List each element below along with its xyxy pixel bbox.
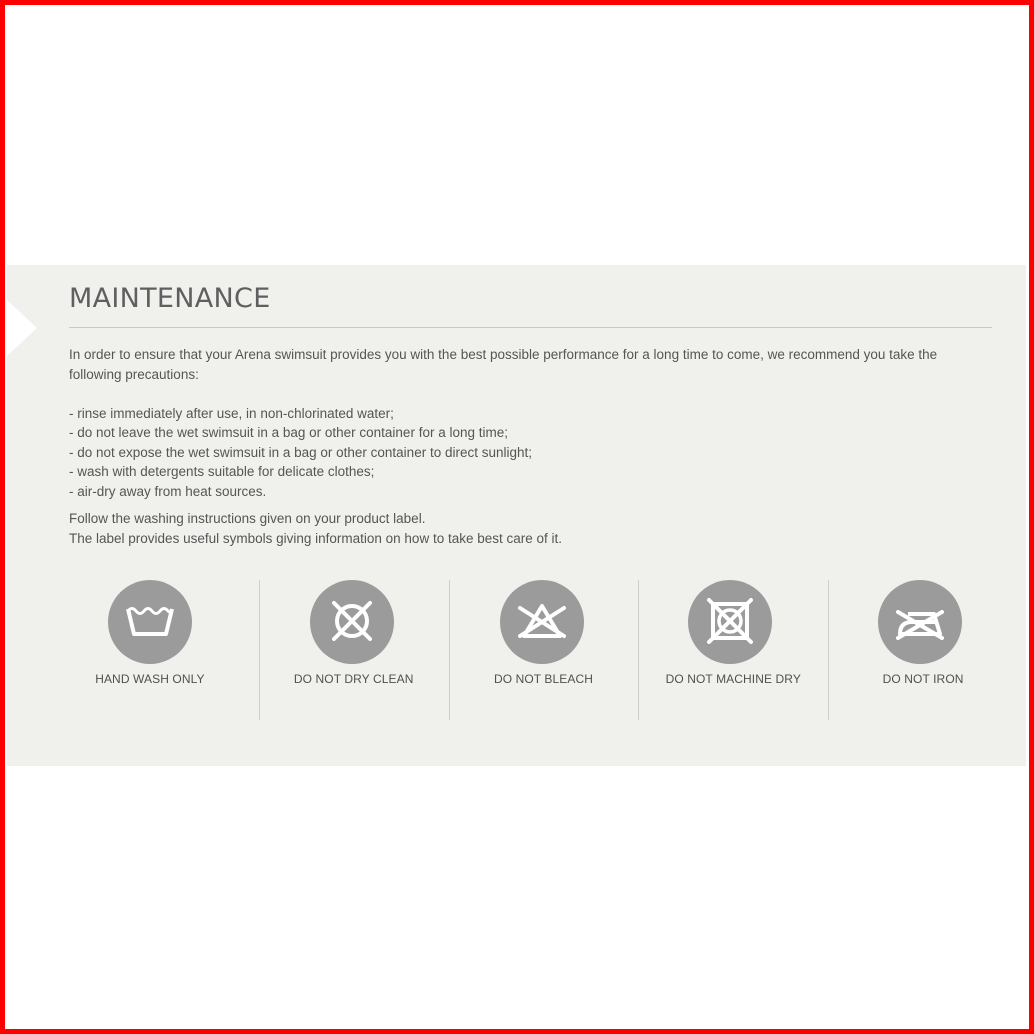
care-symbol-label: DO NOT IRON xyxy=(882,672,964,686)
title-divider xyxy=(69,327,992,328)
care-symbol-do-not-machine-dry xyxy=(638,580,828,720)
care-symbol-label: HAND WASH ONLY xyxy=(95,672,205,686)
precautions-list xyxy=(69,404,974,502)
care-symbol-do-not-dry-clean xyxy=(259,580,449,720)
list-item: - wash with detergents suitable for delicate clothes; xyxy=(69,464,375,479)
do-not-tumble-dry-icon xyxy=(688,580,772,664)
intro-paragraph: In order to ensure that your Arena swimsuit provides you with the best possible performance for a long time to come, we recommend you take the following precautions: xyxy=(69,347,938,382)
section-title: MAINTENANCE xyxy=(69,283,271,314)
care-symbol-do-not-bleach xyxy=(449,580,639,720)
care-symbols-row xyxy=(69,580,1018,720)
list-item: - air-dry away from heat sources. xyxy=(69,483,267,499)
list-item: - do not expose the wet swimsuit in a bag or other container to direct sunlight; xyxy=(69,444,533,460)
care-symbol-label: DO NOT BLEACH xyxy=(493,672,594,686)
list-item: - do not leave the wet swimsuit in a bag or other container for a long time; xyxy=(69,425,508,440)
maintenance-section xyxy=(7,265,1026,766)
label-instructions-line-2: The label provides useful symbols giving information on how to take best care of it. xyxy=(69,530,563,546)
section-arrow-marker xyxy=(7,300,37,356)
list-item: - rinse immediately after use, in non-chlorinated water; xyxy=(69,405,394,421)
care-symbol-label: DO NOT DRY CLEAN xyxy=(293,672,414,686)
care-symbol-label: DO NOT MACHINE DRY xyxy=(665,672,801,686)
care-symbol-hand-wash xyxy=(69,580,259,720)
do-not-iron-icon xyxy=(878,580,962,664)
hand-wash-icon xyxy=(108,580,192,664)
maintenance-text xyxy=(69,345,974,548)
label-instructions-line-1: Follow the washing instructions given on your product label. xyxy=(69,511,426,526)
do-not-dry-clean-icon xyxy=(310,580,394,664)
care-symbol-do-not-iron xyxy=(828,580,1018,720)
do-not-bleach-icon xyxy=(500,580,584,664)
